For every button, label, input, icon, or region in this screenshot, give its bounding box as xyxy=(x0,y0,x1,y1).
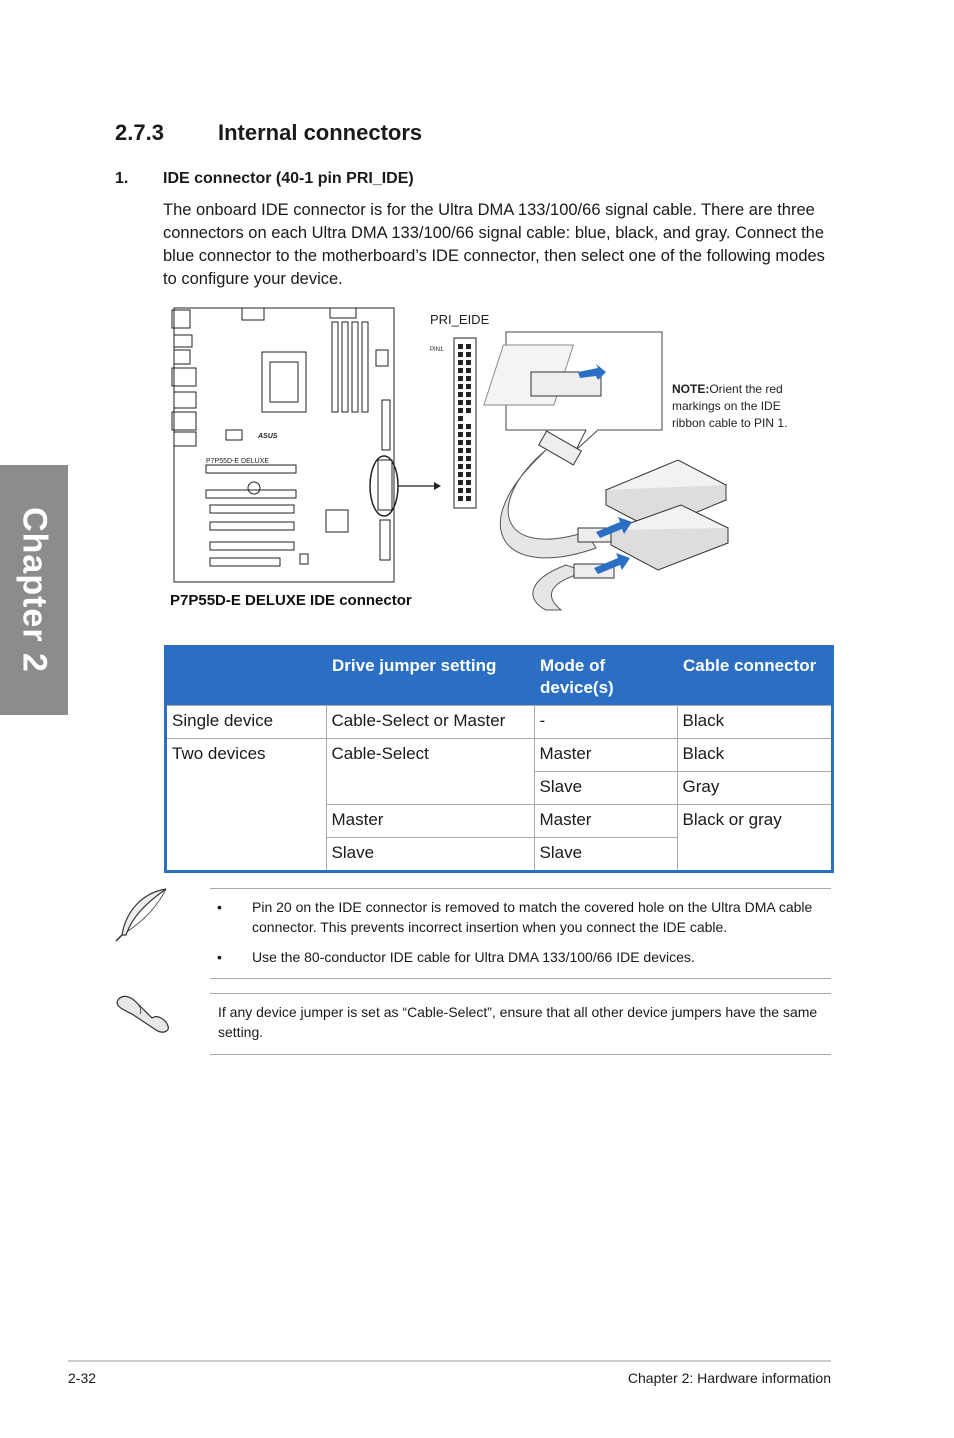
jumper-settings-table xyxy=(164,645,834,873)
motherboard-diagram xyxy=(172,308,398,582)
caution-top-divider xyxy=(210,993,831,994)
header-pin xyxy=(466,480,471,485)
header-pin xyxy=(458,432,463,437)
header-pin xyxy=(458,440,463,445)
header-pin xyxy=(466,384,471,389)
header-pin xyxy=(466,392,471,397)
header-pin xyxy=(458,392,463,397)
table-cell: Black or gray xyxy=(677,805,833,872)
table-row xyxy=(166,706,833,739)
table-cell: Cable-Select or Master xyxy=(326,706,534,739)
intro-paragraph: The onboard IDE connector is for the Ultra DMA 133/100/66 signal cable. There are three connectors on each Ultra DMA 133/100/66 signal cable: blue, black, and gray. Connect the blue connector to the motherboard’s IDE connector, then select one of the following modes to configure your device. xyxy=(163,201,825,288)
table-cell: Black xyxy=(677,739,833,772)
header-pin xyxy=(466,408,471,413)
header-pin xyxy=(458,496,463,501)
note-line2: markings on the IDE xyxy=(672,399,781,413)
section-title: Internal connectors xyxy=(218,120,423,145)
header-pin xyxy=(458,360,463,365)
header-pin xyxy=(458,408,463,413)
table-header-row xyxy=(166,647,833,706)
header-pin xyxy=(458,344,463,349)
header-pin xyxy=(466,448,471,453)
table-row xyxy=(166,739,833,772)
caution-text: If any device jumper is set as “Cable-Select”, ensure that all other device jumpers have the same setting. xyxy=(218,1004,818,1040)
header-pin xyxy=(466,496,471,501)
table-cell: Master xyxy=(326,805,534,838)
blue-connector-sketch xyxy=(539,431,582,465)
table-cell: Single device xyxy=(166,706,327,739)
note-line1: NOTE:Orient the red xyxy=(672,382,783,396)
header-pin xyxy=(458,456,463,461)
header-pin xyxy=(458,352,463,357)
header-pin xyxy=(466,344,471,349)
header-pin xyxy=(458,400,463,405)
header-pin xyxy=(466,368,471,373)
chapter-tab-label: Chapter 2 xyxy=(15,507,54,673)
table-cell: Cable-Select xyxy=(326,739,534,805)
note-bullet-2: Use the 80-conductor IDE cable for Ultra DMA 133/100/66 IDE devices. xyxy=(252,949,695,965)
item-title: IDE connector (40-1 pin PRI_IDE) xyxy=(163,170,414,187)
header-pin xyxy=(466,456,471,461)
header-pin xyxy=(458,488,463,493)
table-header-cell xyxy=(166,647,327,706)
ide-connector-figure xyxy=(166,300,788,615)
table-cell: Black xyxy=(677,706,833,739)
pin1-label: PIN1 xyxy=(430,347,444,353)
header-pin xyxy=(458,384,463,389)
feather-note-icon xyxy=(112,885,172,945)
footer-chapter: Chapter 2: Hardware information xyxy=(627,1370,831,1386)
bullet-marker: • xyxy=(217,899,222,915)
pin-grid xyxy=(458,344,471,501)
figure-caption: P7P55D-E DELUXE IDE connector xyxy=(170,592,412,609)
table-cell: - xyxy=(534,706,677,739)
header-pin xyxy=(466,432,471,437)
note-top-divider xyxy=(210,888,831,889)
hand-caution-icon xyxy=(112,990,172,1036)
header-pin xyxy=(458,464,463,469)
table-cell: Master xyxy=(534,739,677,772)
header-pin xyxy=(466,424,471,429)
table-cell: Slave xyxy=(534,772,677,805)
header-pin xyxy=(458,480,463,485)
table-header-cell: Cable connector xyxy=(677,647,833,706)
header-pin xyxy=(466,376,471,381)
caution-bottom-divider xyxy=(210,1054,831,1055)
footer-divider xyxy=(68,1360,831,1362)
page-number: 2-32 xyxy=(68,1370,97,1386)
table-cell: Master xyxy=(534,805,677,838)
connector-label: PRI_EIDE xyxy=(430,312,490,327)
table-cell: Gray xyxy=(677,772,833,805)
header-pin xyxy=(458,472,463,477)
header-pin xyxy=(466,360,471,365)
note-bullet-1: Pin 20 on the IDE connector is removed to match the covered hole on the Ultra DMA cable connector. This prevents incorrect insertion when you connect the IDE cable. xyxy=(252,899,813,935)
brand-logo: ASUS xyxy=(258,433,278,440)
section-number: 2.7.3 xyxy=(115,120,164,145)
table-cell: Two devices xyxy=(166,739,327,872)
header-pin xyxy=(458,448,463,453)
header-pin xyxy=(458,376,463,381)
pointer-arrow-head xyxy=(434,482,441,490)
header-pin xyxy=(458,424,463,429)
chapter-tab xyxy=(0,465,68,715)
bullet-marker: • xyxy=(217,949,222,965)
note-line3: ribbon cable to PIN 1. xyxy=(672,416,788,430)
header-pin xyxy=(466,488,471,493)
header-pin xyxy=(466,352,471,357)
table-cell: Slave xyxy=(534,838,677,872)
table-header-cell: Drive jumper setting xyxy=(326,647,534,706)
header-pin xyxy=(466,464,471,469)
header-pin xyxy=(466,440,471,445)
header-pin xyxy=(458,416,463,421)
board-label: P7P55D-E DELUXE xyxy=(206,458,270,465)
header-pin xyxy=(466,472,471,477)
note-bottom-divider xyxy=(210,978,831,979)
item-number: 1. xyxy=(115,170,129,187)
ide-header-pins xyxy=(454,338,476,508)
header-pin xyxy=(458,368,463,373)
header-pin xyxy=(466,400,471,405)
table-cell: Slave xyxy=(326,838,534,872)
table-header-cell: Mode of device(s) xyxy=(534,647,677,706)
